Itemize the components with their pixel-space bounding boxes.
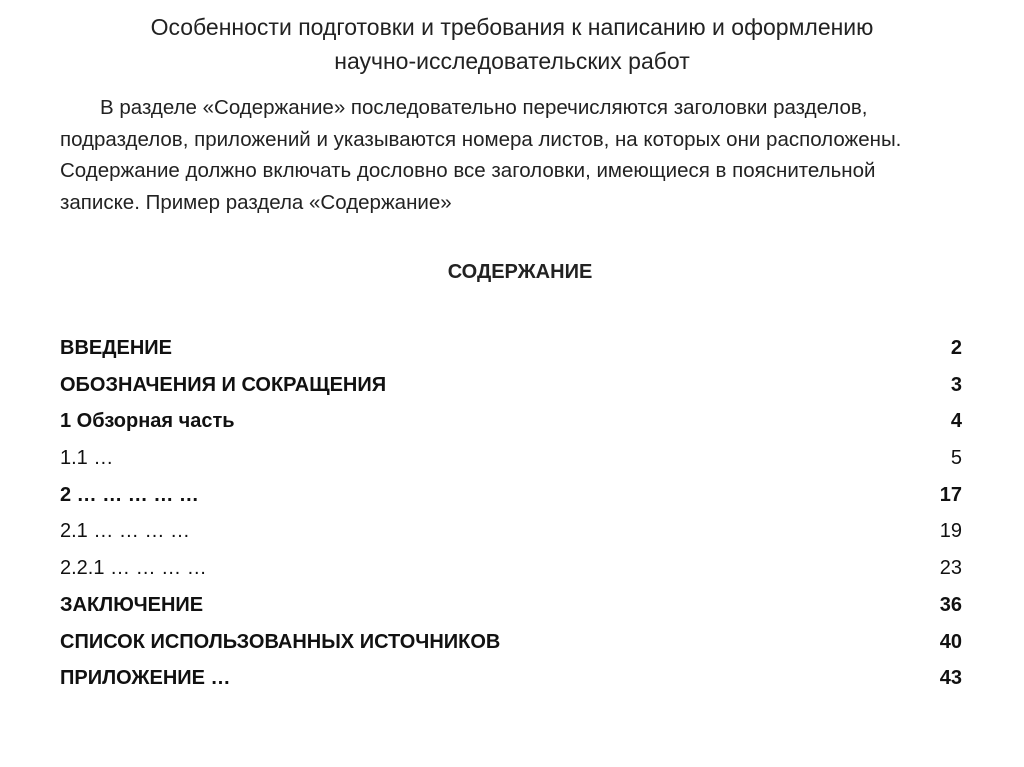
toc-entry <box>60 624 962 661</box>
toc-entry <box>60 513 962 550</box>
page-title-line-1: Особенности подготовки и требования к написанию и оформлению <box>150 14 874 40</box>
toc-entry-page: 3 <box>950 373 962 396</box>
toc-entry-label: ПРИЛОЖЕНИЕ … <box>60 667 231 690</box>
toc-entry-label: 2.2.1 … … … … <box>60 557 207 580</box>
toc-entry-label: СПИСОК ИСПОЛЬЗОВАННЫХ ИСТОЧНИКОВ <box>60 630 501 653</box>
toc-entry <box>60 403 962 440</box>
toc-entry-label: 1.1 … <box>60 447 114 470</box>
table-of-contents <box>60 330 962 697</box>
toc-entry-page: 36 <box>939 593 962 616</box>
toc-entry <box>60 587 962 624</box>
toc-entry-label: ЗАКЛЮЧЕНИЕ <box>60 593 204 616</box>
toc-entry-label: ОБОЗНАЧЕНИЯ И СОКРАЩЕНИЯ <box>60 373 387 396</box>
toc-entry <box>60 367 962 404</box>
toc-entry <box>60 330 962 367</box>
toc-entry <box>60 477 962 514</box>
toc-entry-page: 43 <box>939 667 962 690</box>
toc-entry <box>60 660 962 697</box>
toc-entry <box>60 440 962 477</box>
toc-entry-label: ВВЕДЕНИЕ <box>60 337 172 359</box>
toc-entry-page: 4 <box>950 410 962 433</box>
toc-entry-page: 2 <box>950 337 962 359</box>
page-title <box>60 10 964 78</box>
toc-entry-page: 17 <box>939 483 962 506</box>
toc-entry <box>60 550 962 587</box>
toc-heading: СОДЕРЖАНИЕ <box>447 261 593 283</box>
toc-entry-page: 40 <box>939 630 962 653</box>
toc-entry-label: 2.1 … … … … <box>60 520 191 543</box>
toc-entry-page: 5 <box>950 447 962 470</box>
page-title-line-2: научно-исследовательских работ <box>334 48 690 74</box>
toc-entry-page: 23 <box>939 557 962 580</box>
toc-entry-page: 19 <box>939 520 962 543</box>
toc-entry-label: 2 … … … … … <box>60 483 199 506</box>
intro-paragraph: В разделе «Содержание» последовательно перечисляются заголовки разделов, подразделов, приложений и указываются номера листов, на которых они расположены. Содержание должно включать дословно все заголовки, имеющиеся в пояснительной записке. Пример раздела «Содержание» <box>60 96 902 214</box>
toc-entry-label: 1 Обзорная часть <box>60 410 235 433</box>
